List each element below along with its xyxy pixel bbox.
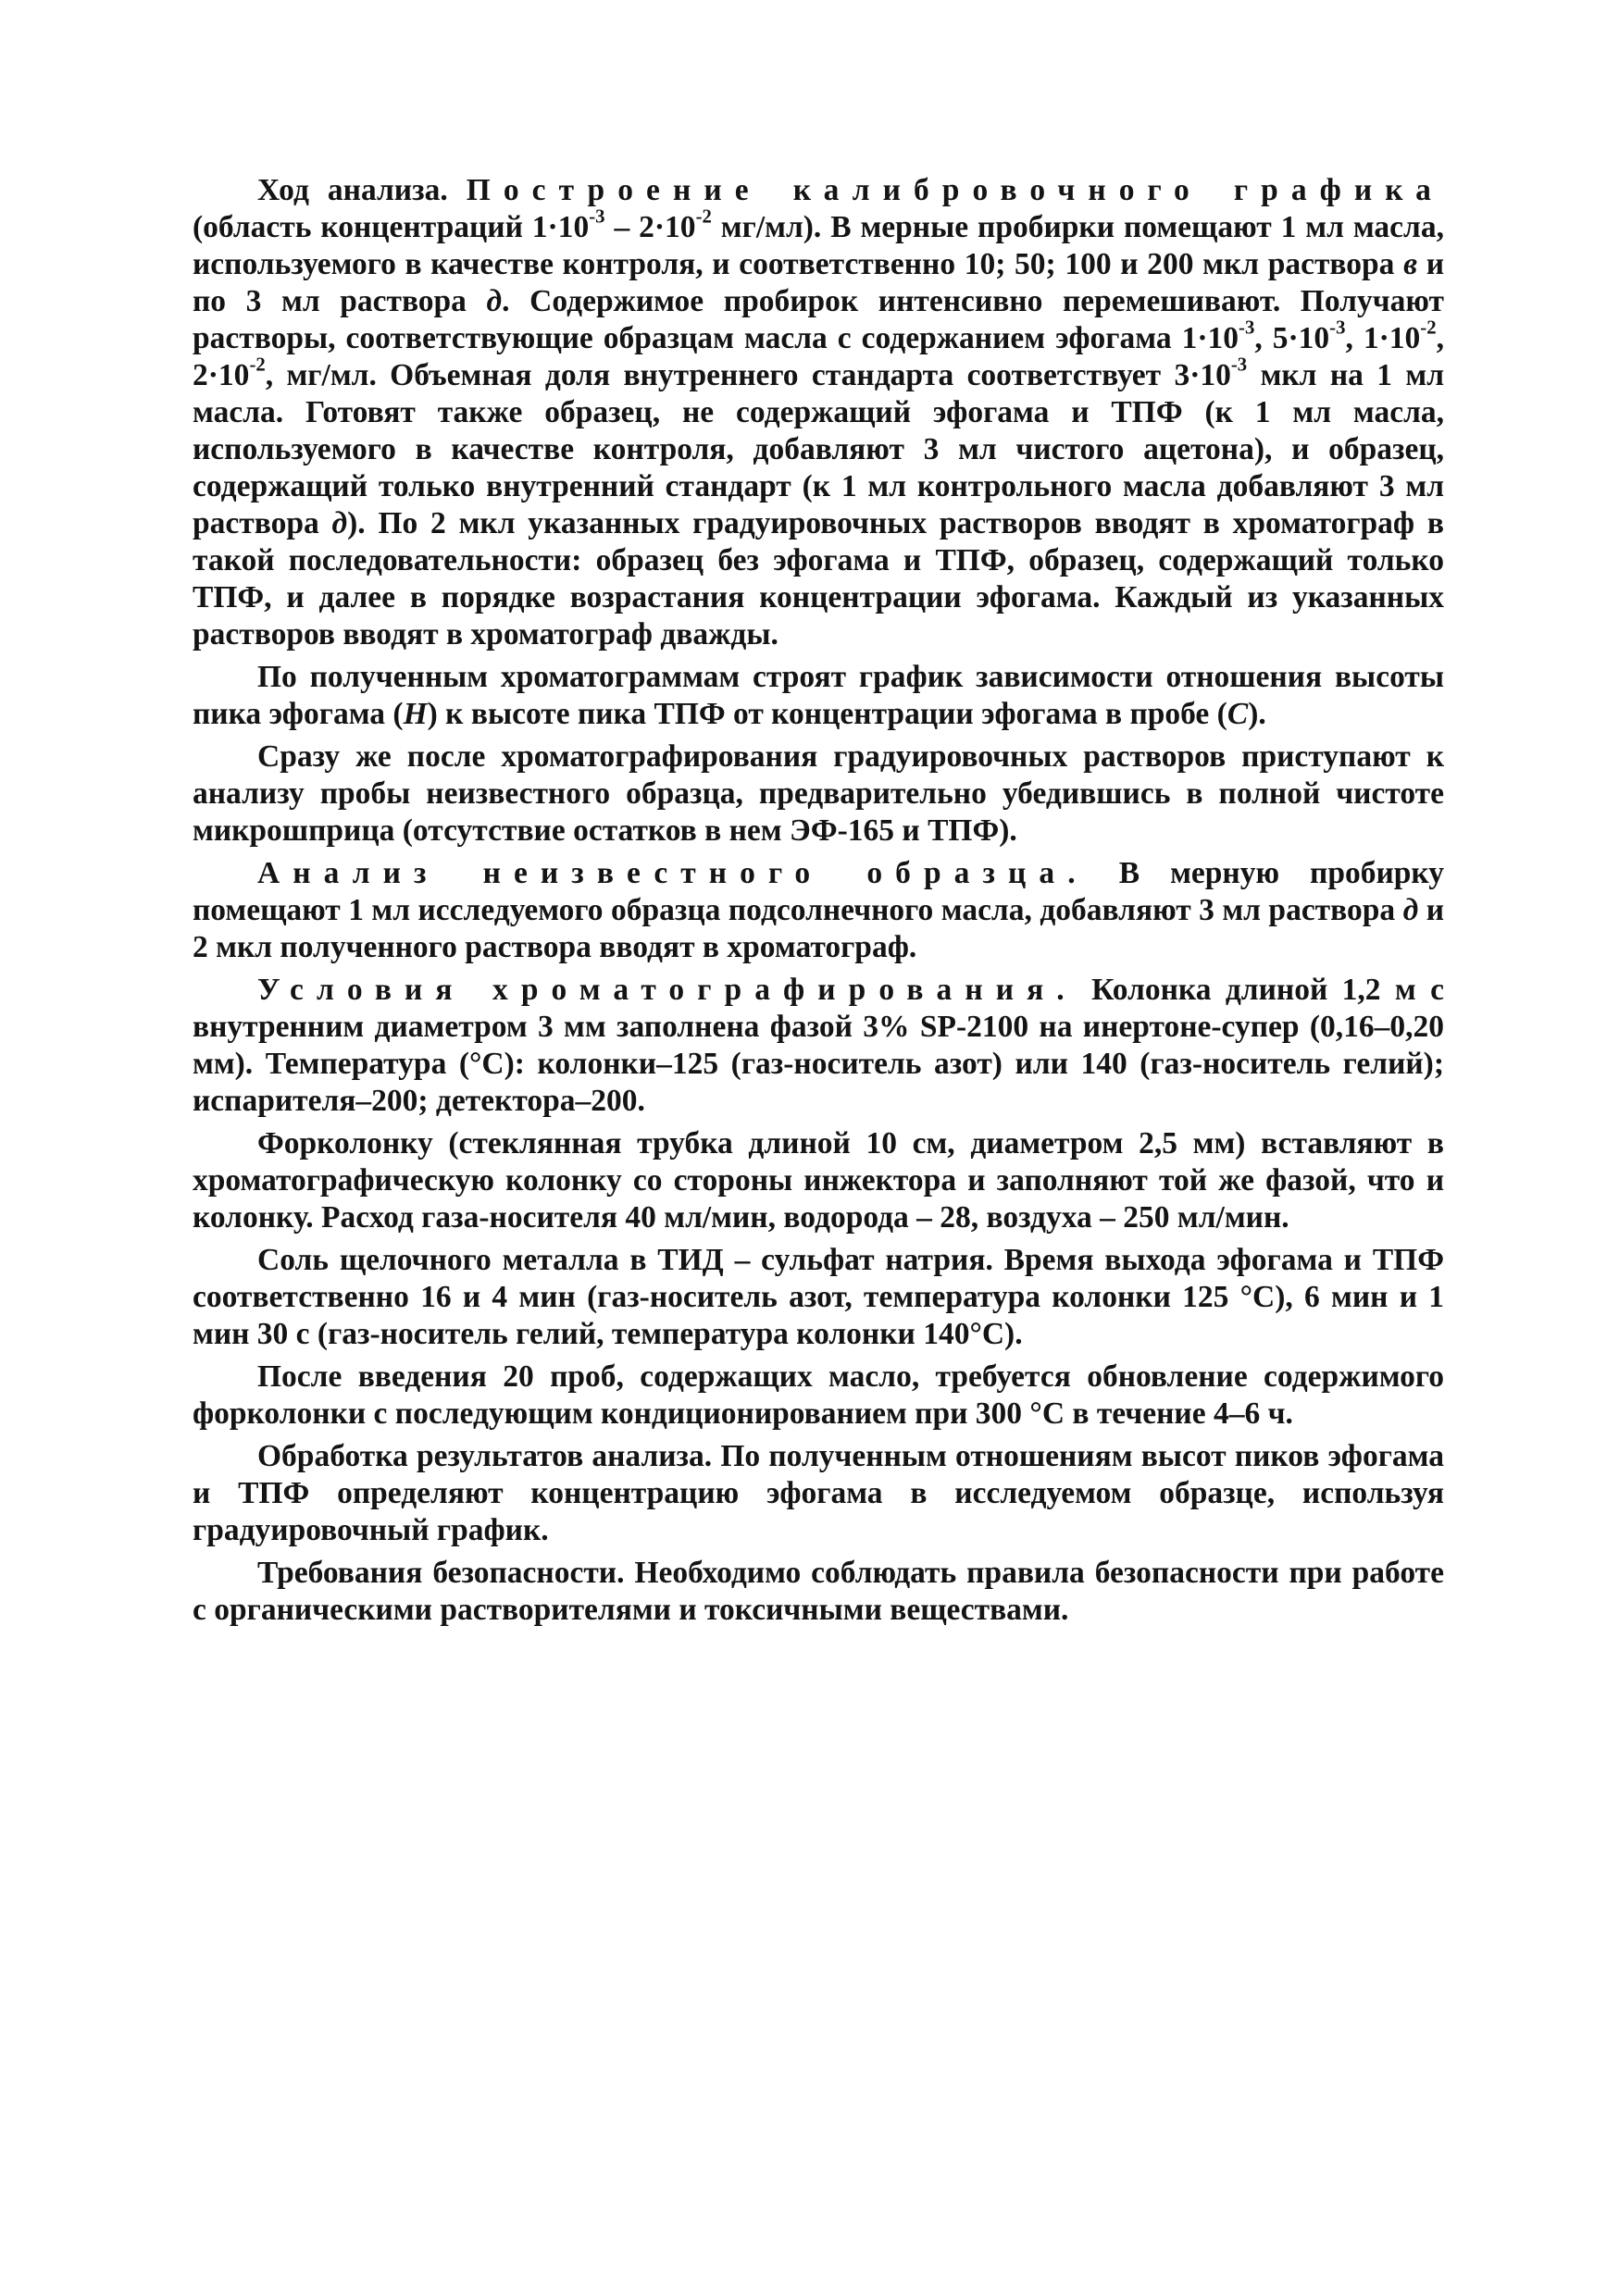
text: , мг/мл. Объемная доля внутреннего стандарта соответствует 3·10 — [265, 358, 1231, 392]
text: и 2 мкл полученного раствора вводят в хроматограф. — [193, 893, 1452, 964]
heading-chromatography-conditions: Условия хроматографирования. — [257, 973, 1077, 1007]
document-page — [193, 172, 1452, 1634]
text: ). — [1248, 697, 1266, 731]
exponent: -3 — [1329, 316, 1346, 339]
text: , 5·10 — [1254, 321, 1330, 355]
lead-results-processing: Обработка результатов анализа. — [257, 1439, 713, 1473]
variable-c: C — [1227, 697, 1249, 731]
solution-label: д — [1402, 893, 1419, 927]
text: По полученным хроматограммам строят график зависимости отношения высоты пика эфогама ( — [193, 660, 1452, 731]
text: . Содержимое пробирок интенсивно перемешивают. Получают растворы, соответствующие образцам масла с содержанием эфогама 1·10 — [193, 284, 1452, 355]
exponent: -3 — [589, 205, 605, 228]
text: (область концентраций 1·10 — [193, 173, 1452, 244]
paragraph-conditions — [193, 972, 1452, 1120]
paragraph-safety — [193, 1555, 1452, 1629]
paragraph-maintenance: После введения 20 проб, содержащих масло, требуется обновление содержимого форколонки с последующим кондиционированием при 300 °С в течение 4–6 ч. — [193, 1359, 1444, 1431]
text: ) к высоте пика ТПФ от концентрации эфогама в пробе ( — [427, 697, 1227, 731]
text: В мерную пробирку помещают 1 мл исследуемого образца подсолнечного масла, добавляют 3 мл раствора — [193, 856, 1452, 927]
text: мкл на 1 мл масла. Готовят также образец, не содержащий эфогама и ТПФ (к 1 мл масла, используемого в качестве контроля, добавляют 3 мл чистого ацетона), и образец, содержащий только внутренний стандарт (к 1 мл контрольного масла добавляют 3 мл раствора — [193, 358, 1452, 540]
text: мг/мл). В мерные пробирки помещают 1 мл масла, используемого в качестве контроля, и соответственно 10; 50; 100 и 200 мкл раствора — [193, 210, 1452, 281]
exponent: -3 — [1230, 354, 1248, 376]
paragraph-salt: Соль щелочного металла в ТИД – сульфат натрия. Время выхода эфогама и ТПФ соответственно 16 и 4 мин (газ-носитель азот, температура колонки 125 °С), 6 мин и 1 мин 30 с (газ-носитель гелий, температура колонки 140°С). — [193, 1243, 1444, 1351]
heading-unknown-sample: Анализ неизвестного образца. — [257, 856, 1089, 890]
text: и по 3 мл раствора — [193, 247, 1452, 318]
text: , 1·10 — [1345, 321, 1421, 355]
paragraph-unknown-sample-prep: Сразу же после хроматографирования градуировочных растворов приступают к анализу пробы неизвестного образца, предварительно убедившись в полной чистоте микрошприца (отсутствие остатков в нем ЭФ-165 и ТПФ). — [193, 739, 1444, 848]
solution-label: д — [331, 506, 348, 540]
paragraph-unknown-analysis — [193, 855, 1452, 966]
lead-safety: Требования безопасности. — [257, 1556, 625, 1590]
lead-analysis-procedure: Ход анализа. — [257, 173, 448, 207]
exponent: -2 — [695, 205, 712, 228]
paragraph-results — [193, 1438, 1452, 1549]
heading-calibration-graph: Построение калибровочного графика — [466, 173, 1444, 207]
paragraph-calibration — [193, 172, 1452, 653]
text: – 2·10 — [604, 210, 696, 244]
paragraph-precolumn: Форколонку (стеклянная трубка длиной 10 см, диаметром 2,5 мм) вставляют в хроматографическую колонку со стороны инжектора и заполняют той же фазой, что и колонку. Расход газа-носителя 40 мл/мин, водорода – 28, воздуха – 250 мл/мин. — [193, 1126, 1444, 1235]
exponent: -2 — [249, 354, 266, 376]
exponent: -2 — [1420, 316, 1437, 339]
solution-label: д — [486, 284, 503, 318]
text: По полученным отношениям высот пиков эфогама и ТПФ определяют концентрацию эфогама в исследуемом образце, используя градуировочный график. — [193, 1439, 1452, 1547]
variable-h: H — [403, 697, 428, 731]
text: , 2·10 — [193, 321, 1452, 392]
exponent: -3 — [1239, 316, 1255, 339]
text: Необходимо соблюдать правила безопасности при работе с органическими растворителями и токсичными веществами. — [193, 1556, 1452, 1627]
text: ). По 2 мкл указанных градуировочных растворов вводят в хроматограф в такой последовательности: образец без эфогама и ТПФ, образец, содержащий только ТПФ, и далее в порядке возрастания концентрации эфогама. Каждый из указанных растворов вводят в хроматограф дважды. — [193, 506, 1452, 652]
solution-label: в — [1403, 247, 1418, 281]
paragraph-graph — [193, 659, 1452, 733]
text: Колонка длиной 1,2 м с внутренним диаметром 3 мм заполнена фазой 3% SP-2100 на инертоне-супер (0,16–0,20 мм). Температура (°С): колонки–125 (газ-носитель азот) или 140 (газ-носитель гелий); испарителя–200; детектора–200. — [193, 973, 1452, 1118]
